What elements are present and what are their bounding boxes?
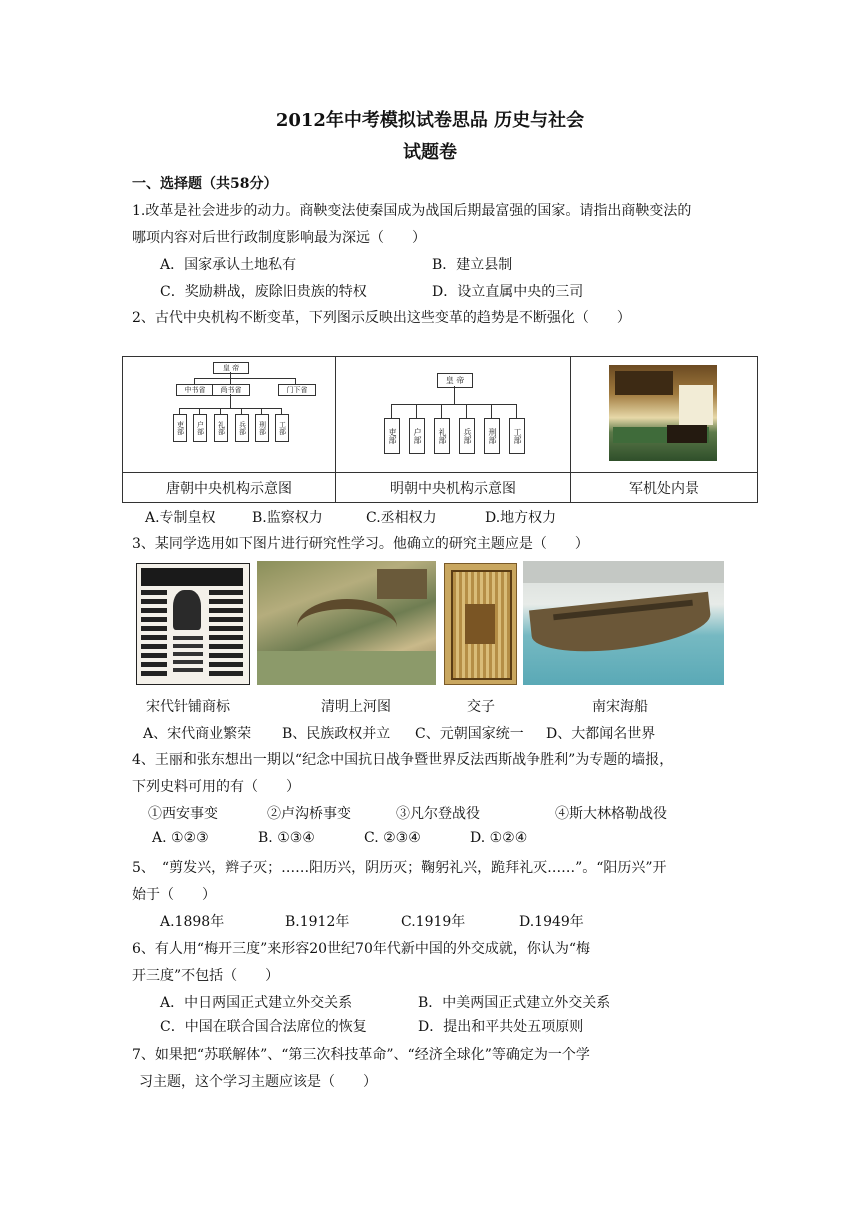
q4-item: ③凡尔登战役 <box>396 806 480 822</box>
q2-option-d: D.地方权力 <box>485 510 557 526</box>
ming-ministry-box: 刑部 <box>484 418 500 454</box>
q3-option-a: A、宋代商业繁荣 <box>143 726 252 742</box>
q5-stem-line1: 5、 “剪发兴，辫子灭；……阳历兴，阴历灭；鞠躬礼兴，跪拜礼灭……”。“阳历兴”开 <box>132 860 667 876</box>
tang-ministry-box: 兵部 <box>235 414 249 442</box>
tang-ministry-box: 吏部 <box>173 414 187 442</box>
q1-option-d: D．设立直属中央的三司 <box>432 284 584 300</box>
ming-org-chart <box>336 357 570 472</box>
page-subtitle: 试题卷 <box>403 142 457 163</box>
q5-option-b: B.1912年 <box>285 914 350 930</box>
ming-ministry-box: 吏部 <box>384 418 400 454</box>
q2-figure-table <box>122 356 758 503</box>
q4-option-b: B. ①③④ <box>258 830 315 846</box>
q6-option-a: A．中日两国正式建立外交关系 <box>160 995 353 1011</box>
q3-option-d: D、大都闻名世界 <box>546 726 656 742</box>
qingming-painting-image <box>257 561 436 685</box>
q2-stem: 2、古代中央机构不断变革，下列图示反映出这些变革的趋势是不断强化（ ） <box>132 310 631 326</box>
tang-ministry-box: 礼部 <box>214 414 228 442</box>
q3-caption: 南宋海船 <box>592 699 648 715</box>
q4-option-a: A. ①②③ <box>152 830 209 846</box>
tang-caption: 唐朝中央机构示意图 <box>123 473 336 503</box>
q4-stem-line1: 4、王丽和张东想出一期以“纪念中国抗日战争暨世界反法西斯战争胜利”为专题的墙报， <box>132 752 674 768</box>
q7-stem-line2: 习主题，这个学习主题应该是（ ） <box>139 1074 377 1090</box>
q4-item: ④斯大林格勒战役 <box>555 806 667 822</box>
q3-caption: 清明上河图 <box>321 699 391 715</box>
section-heading: 一、选择题（共58分） <box>132 176 278 192</box>
q6-stem-line2: 开三度”不包括（ ） <box>132 968 280 984</box>
q5-option-a: A.1898年 <box>160 914 225 930</box>
tang-ministry-box: 户部 <box>193 414 207 442</box>
tang-ministry-box: 工部 <box>275 414 289 442</box>
tang-mid-box: 门下省 <box>278 384 316 396</box>
needle-shop-label-image <box>136 563 250 685</box>
q2-option-c: C.丞相权力 <box>366 510 437 526</box>
q1-option-b: B．建立县制 <box>432 257 513 273</box>
tang-mid-box: 中书省 <box>176 384 214 396</box>
junjichu-photo-cell <box>571 357 758 473</box>
q5-option-d: D.1949年 <box>519 914 584 930</box>
q4-item: ②卢沟桥事变 <box>267 806 351 822</box>
q2-option-a: A.专制皇权 <box>145 510 216 526</box>
q4-item: ①西安事变 <box>148 806 218 822</box>
q3-stem: 3、某同学选用如下图片进行研究性学习。他确立的研究主题应是（ ） <box>132 536 589 552</box>
q7-stem-line1: 7、如果把“苏联解体”、“第三次科技革命”、“经济全球化”等确定为一个学 <box>132 1047 590 1063</box>
ming-ministry-box: 工部 <box>509 418 525 454</box>
ming-diagram-cell <box>336 357 571 473</box>
q1-stem-line1: 1.改革是社会进步的动力。商鞅变法使秦国成为战国后期最富强的国家。请指出商鞅变法的 <box>132 203 692 219</box>
q1-stem-line2: 哪项内容对后世行政制度影响最为深远（ ） <box>132 230 426 246</box>
junjichu-caption: 军机处内景 <box>571 473 758 503</box>
q6-option-c: C．中国在联合国合法席位的恢复 <box>160 1019 367 1035</box>
ming-caption: 明朝中央机构示意图 <box>336 473 571 503</box>
tang-emperor-box: 皇 帝 <box>213 362 249 374</box>
tang-ministry-box: 刑部 <box>255 414 269 442</box>
q2-option-b: B.监察权力 <box>252 510 323 526</box>
q6-option-d: D．提出和平共处五项原则 <box>418 1019 584 1035</box>
q6-stem-line1: 6、有人用“梅开三度”来形容20世纪70年代新中国的外交成就，你认为“梅 <box>132 941 591 957</box>
q3-caption: 交子 <box>467 699 495 715</box>
q4-stem-line2: 下列史料可用的有（ ） <box>132 779 300 795</box>
jiaozi-image <box>444 563 517 685</box>
q4-option-c: C. ②③④ <box>364 830 421 846</box>
page-title: 2012年中考模拟试卷思品 历史与社会 <box>275 110 585 131</box>
q5-option-c: C.1919年 <box>401 914 466 930</box>
ming-ministry-box: 户部 <box>409 418 425 454</box>
q6-option-b: B．中美两国正式建立外交关系 <box>418 995 611 1011</box>
tang-diagram-cell <box>123 357 336 473</box>
tang-mid-box: 尚书省 <box>212 384 250 396</box>
q1-option-a: A．国家承认土地私有 <box>160 257 297 273</box>
q4-option-d: D. ①②④ <box>470 830 528 846</box>
tang-org-chart <box>123 357 335 472</box>
q3-option-b: B、民族政权并立 <box>282 726 391 742</box>
ming-ministry-box: 礼部 <box>434 418 450 454</box>
q3-option-c: C、元朝国家统一 <box>415 726 524 742</box>
q3-caption: 宋代针铺商标 <box>146 699 230 715</box>
junjichu-photo <box>609 365 717 461</box>
q5-stem-line2: 始于（ ） <box>132 887 216 903</box>
q1-option-c: C．奖励耕战，废除旧贵族的特权 <box>160 284 367 300</box>
ming-emperor-box: 皇 帝 <box>437 373 473 388</box>
ming-ministry-box: 兵部 <box>459 418 475 454</box>
song-ship-image <box>523 561 724 685</box>
